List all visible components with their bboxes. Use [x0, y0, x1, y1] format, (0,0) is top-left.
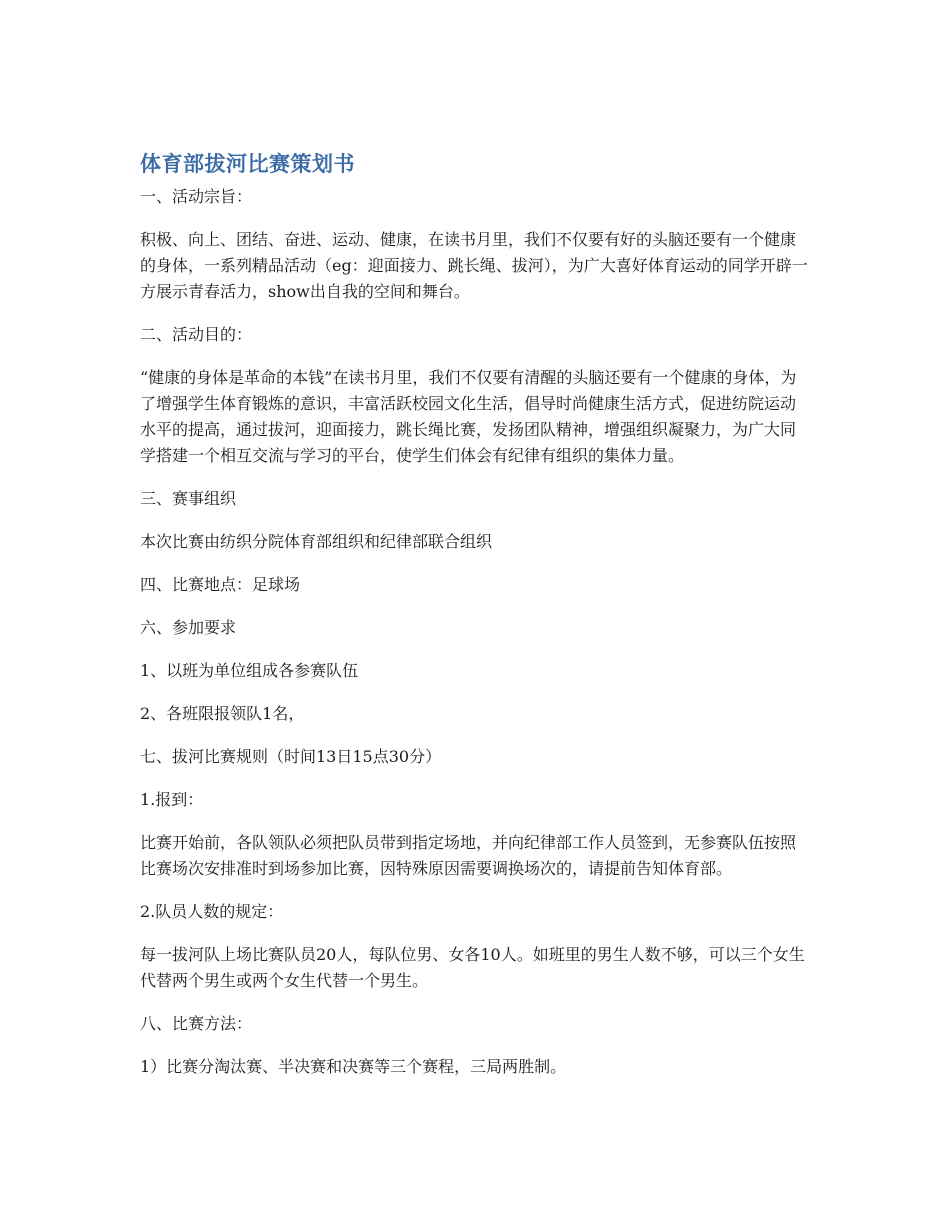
- requirement-item-2: 2、各班限报领队1名，: [140, 704, 305, 723]
- rule-heading-checkin: 1.报到：: [140, 790, 204, 809]
- section-heading-method: 八、比赛方法：: [140, 1014, 253, 1033]
- section-heading-requirements: 六、参加要求: [140, 618, 237, 637]
- section-heading-purpose: 一、活动宗旨：: [140, 187, 253, 206]
- paragraph-checkin: 比赛开始前，各队领队必须把队员带到指定场地，并向纪律部工作人员签到，无参赛队伍按照比赛场次安排准时到场参加比赛，因特殊原因需要调换场次的，请提前告知体育部。: [140, 833, 797, 878]
- method-item-1: 1）比赛分淘汰赛、半决赛和决赛等三个赛程，三局两胜制。: [140, 1057, 567, 1076]
- paragraph-purpose: 积极、向上、团结、奋进、运动、健康，在读书月里，我们不仅要有好的头脑还要有一个健康的身体，一系列精品活动（eg：迎面接力、跳长绳、拔河），为广大喜好体育运动的同学开辟一方展示青春活力，show出自我的空间和舞台。: [140, 230, 808, 301]
- paragraph-goal: “健康的身体是革命的本钱”在读书月里，我们不仅要有清醒的头脑还要有一个健康的身体，为了增强学生体育锻炼的意识，丰富活跃校园文化生活，倡导时尚健康生活方式，促进纺院运动水平的提高，通过拔河，迎面接力，跳长绳比赛，发扬团队精神，增强组织凝聚力，为广大同学搭建一个相互交流与学习的平台，使学生们体会有纪律有组织的集体力量。: [140, 368, 797, 465]
- rule-heading-team-size: 2.队员人数的规定：: [140, 902, 284, 921]
- paragraph-team-size: 每一拔河队上场比赛队员20人，每队位男、女各10人。如班里的男生人数不够，可以三个女生代替两个男生或两个女生代替一个男生。: [140, 945, 805, 990]
- section-heading-rules: 七、拔河比赛规则（时间13日15点30分）: [140, 747, 442, 766]
- section-heading-location: 四、比赛地点：足球场: [140, 575, 301, 594]
- section-heading-organization: 三、赛事组织: [140, 489, 237, 508]
- document-page: [140, 148, 810, 1080]
- section-heading-goal: 二、活动目的：: [140, 325, 253, 344]
- document-title: 体育部拔河比赛策划书: [140, 152, 355, 176]
- paragraph-organization: 本次比赛由纺织分院体育部组织和纪律部联合组织: [140, 532, 493, 551]
- requirement-item-1: 1、以班为单位组成各参赛队伍: [140, 661, 359, 680]
